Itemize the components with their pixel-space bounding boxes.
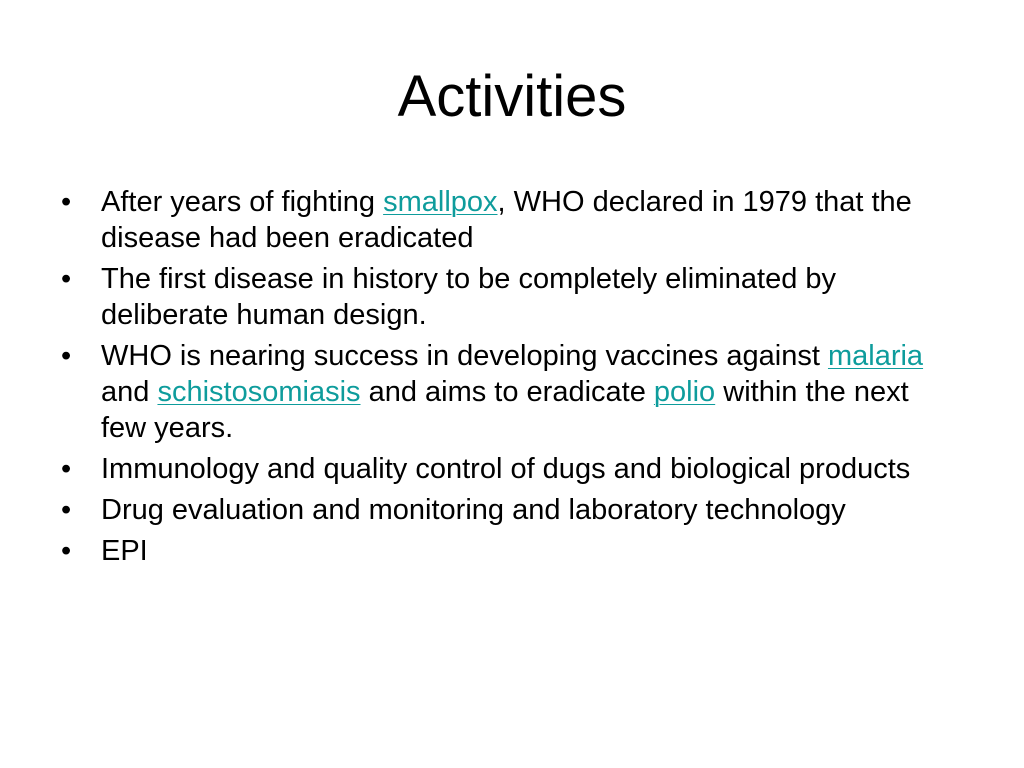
bullet-text: Immunology and quality control of dugs and biological products <box>101 453 911 485</box>
bullet-text: and <box>101 376 158 408</box>
bullet-point-icon: • <box>61 340 72 372</box>
bullet-point-icon: • <box>61 263 72 295</box>
bullet-list <box>56 184 961 574</box>
bullet-text: within the next few years. <box>101 376 909 444</box>
bullet-item-drug-evaluation <box>56 492 961 528</box>
bullet-text: and aims to eradicate <box>360 376 654 408</box>
bullet-item-vaccines <box>56 338 961 446</box>
bullet-point-icon: • <box>61 453 72 485</box>
bullet-text: EPI <box>101 535 148 567</box>
malaria-link[interactable]: malaria <box>827 340 924 372</box>
bullet-text: WHO is nearing success in developing vaccines against <box>101 340 828 372</box>
bullet-item-immunology <box>56 451 961 487</box>
slide-title: Activities <box>397 64 627 129</box>
bullet-item-epi <box>56 533 961 569</box>
schistosomiasis-link[interactable]: schistosomiasis <box>157 376 361 408</box>
bullet-point-icon: • <box>61 535 72 567</box>
bullet-text: , WHO declared in 1979 that the disease had been eradicated <box>101 186 912 254</box>
bullet-point-icon: • <box>61 186 72 218</box>
bullet-text: Drug evaluation and monitoring and laboratory technology <box>101 494 846 526</box>
bullet-item-first-disease <box>56 261 961 333</box>
smallpox-link[interactable]: smallpox <box>383 186 498 218</box>
bullet-item-smallpox <box>56 184 961 256</box>
bullet-point-icon: • <box>61 494 72 526</box>
polio-link[interactable]: polio <box>653 376 716 408</box>
bullet-text: The first disease in history to be completely eliminated by deliberate human design. <box>101 263 837 331</box>
bullet-text: After years of fighting <box>101 186 384 218</box>
